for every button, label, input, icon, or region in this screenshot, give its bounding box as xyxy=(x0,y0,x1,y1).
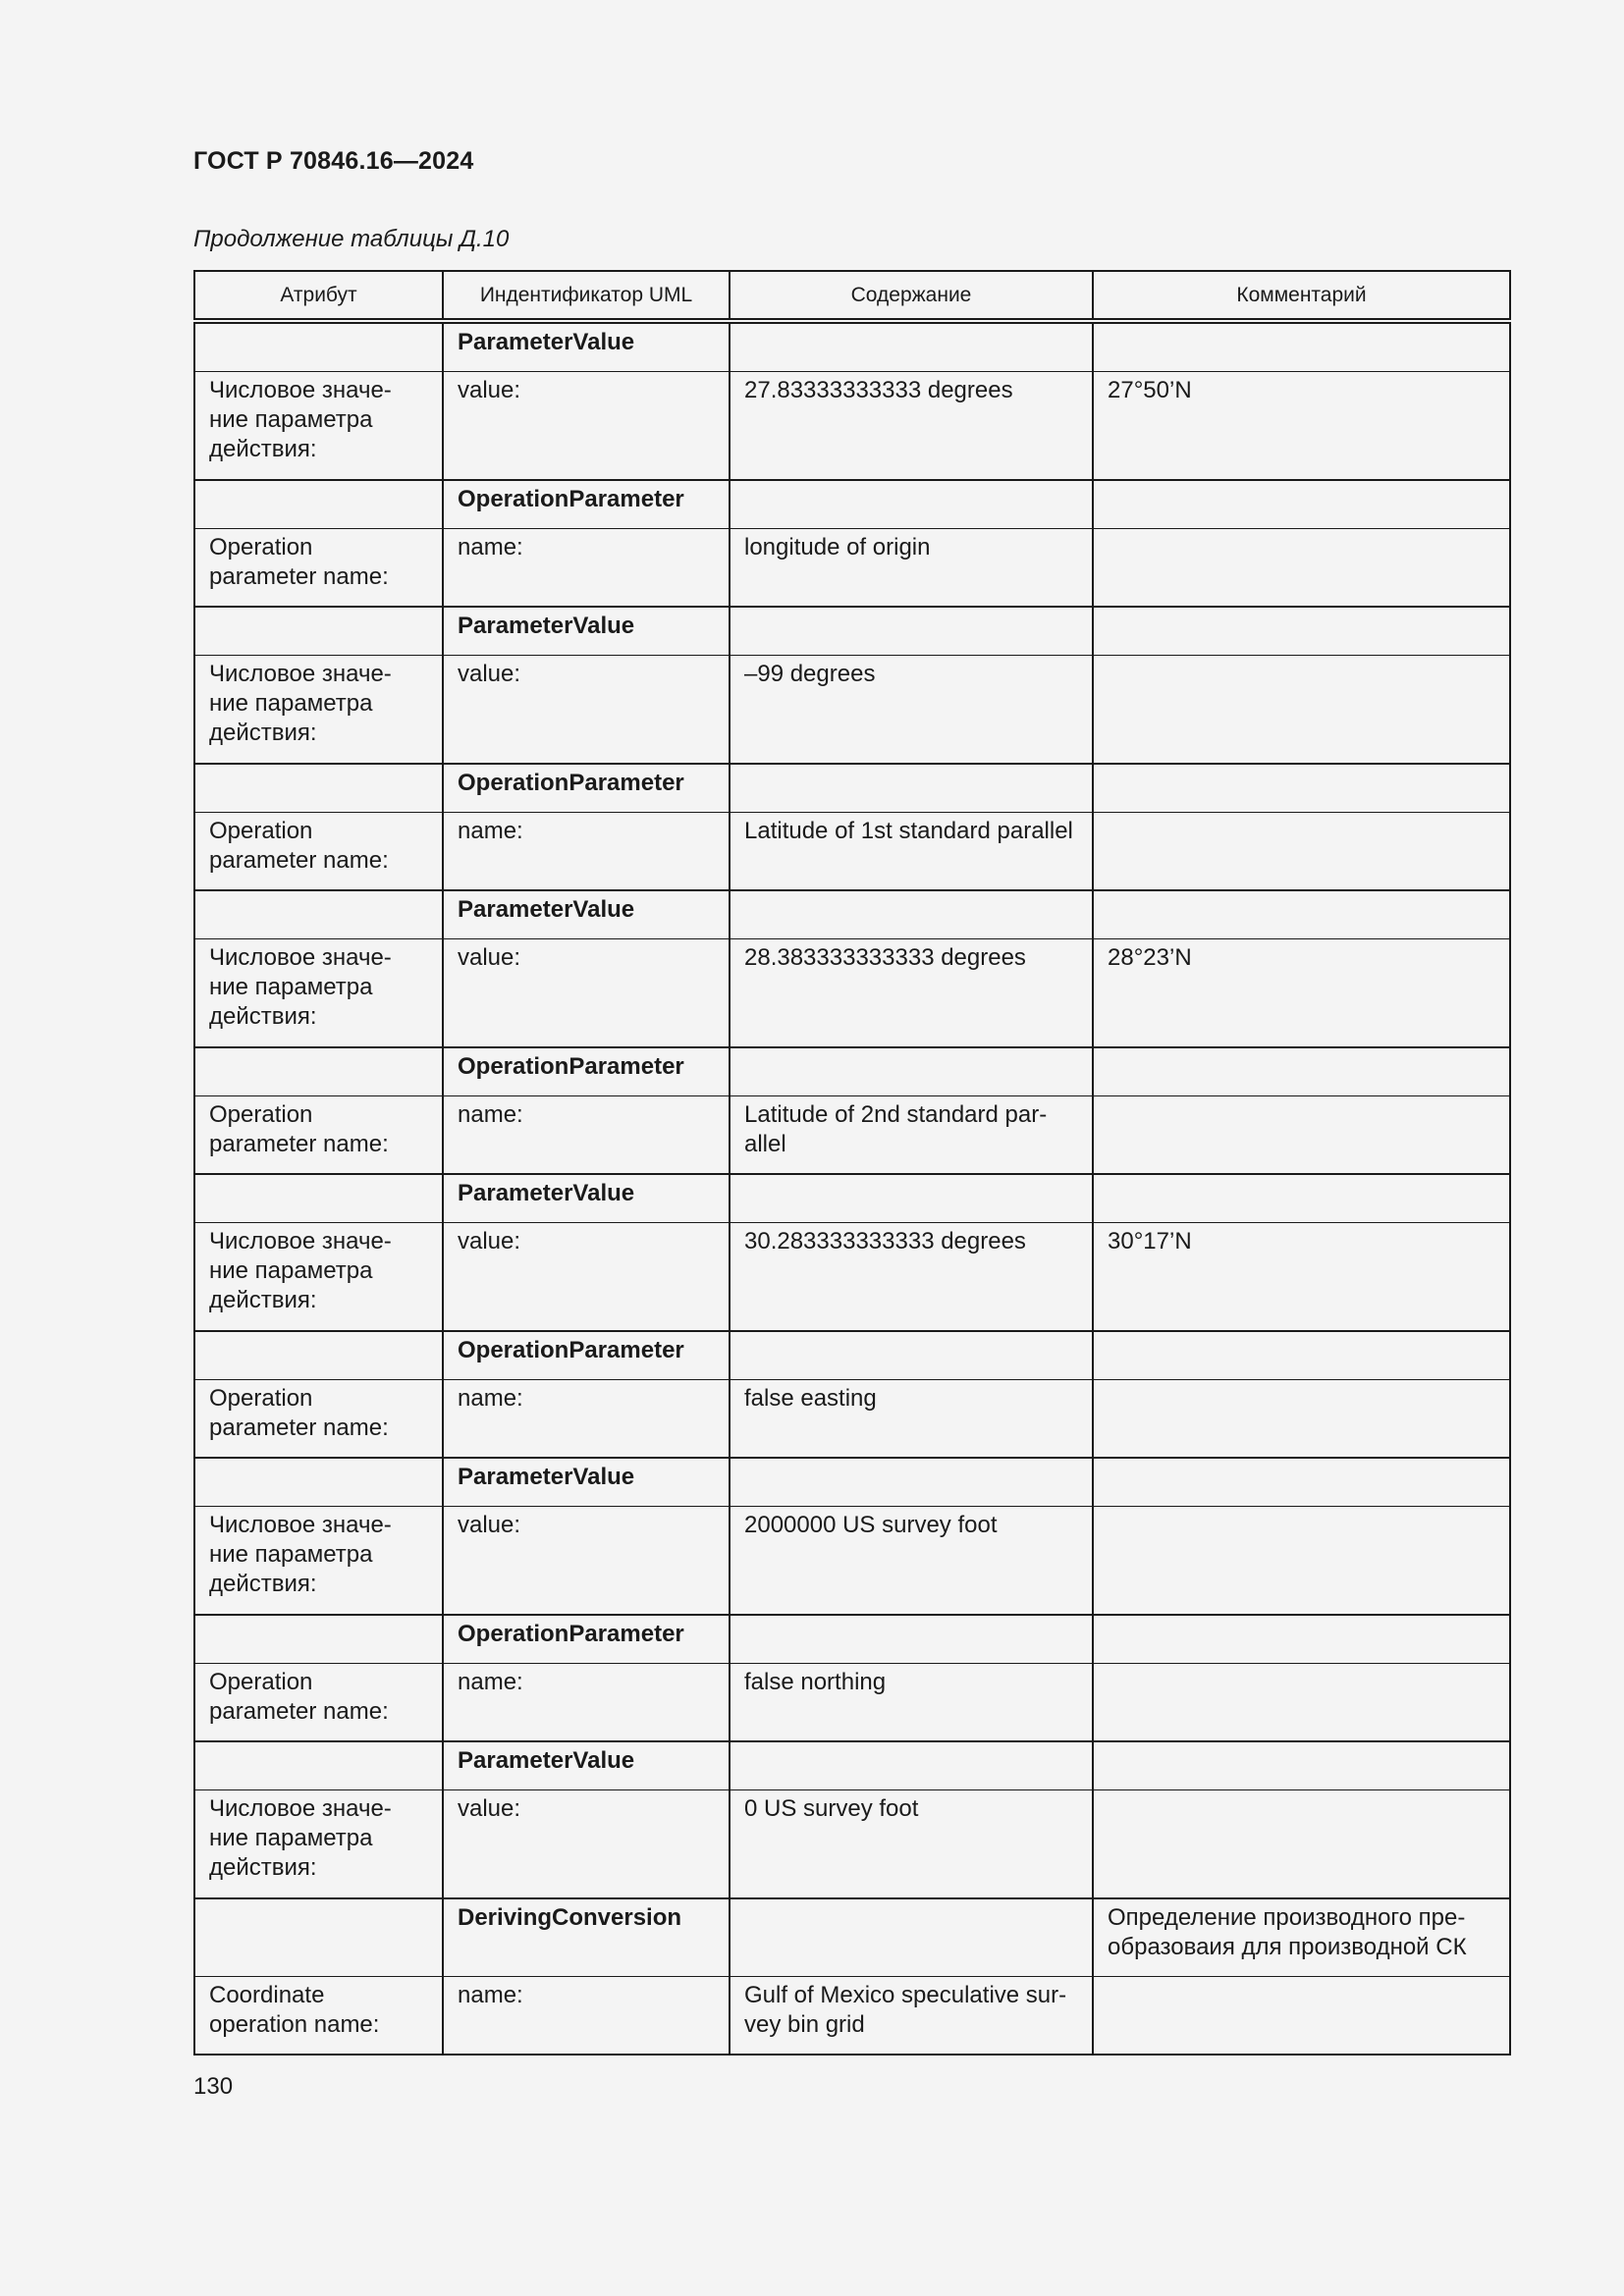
table-row xyxy=(194,1458,1510,1507)
comment-cell xyxy=(1093,607,1510,656)
content-cell xyxy=(730,372,1093,481)
uml-identifier-text: ParameterValue xyxy=(458,613,635,639)
attribute-cell xyxy=(194,813,443,891)
uml-identifier-cell xyxy=(443,656,730,765)
attribute-cell xyxy=(194,1977,443,2056)
comment-cell xyxy=(1093,480,1510,529)
attribute-text: Числовое значе- ние параметра действия: xyxy=(209,1512,392,1597)
attribute-cell xyxy=(194,1331,443,1380)
content-cell xyxy=(730,1507,1093,1616)
uml-identifier-cell xyxy=(443,939,730,1048)
column-header-uml-identifier: Индентификатор UML xyxy=(443,271,730,321)
uml-identifier-cell xyxy=(443,480,730,529)
uml-identifier-cell xyxy=(443,1790,730,1899)
uml-identifier-text: DerivingConversion xyxy=(458,1904,682,1931)
attribute-cell xyxy=(194,1898,443,1977)
page-number: 130 xyxy=(193,2073,234,2100)
uml-identifier-text: ParameterValue xyxy=(458,1464,635,1490)
table-row xyxy=(194,1664,1510,1742)
table-row xyxy=(194,813,1510,891)
uml-identifier-text: name: xyxy=(458,1385,523,1412)
uml-identifier-cell xyxy=(443,764,730,813)
content-cell xyxy=(730,1380,1093,1459)
uml-identifier-cell xyxy=(443,529,730,608)
uml-identifier-cell xyxy=(443,813,730,891)
uml-identifier-text: name: xyxy=(458,1982,523,2008)
attribute-cell xyxy=(194,1458,443,1507)
content-cell xyxy=(730,1664,1093,1742)
attribute-cell xyxy=(194,1096,443,1175)
comment-cell xyxy=(1093,1458,1510,1507)
uml-identifier-text: ParameterValue xyxy=(458,1180,635,1206)
table-row xyxy=(194,1223,1510,1332)
table-row xyxy=(194,939,1510,1048)
attribute-cell xyxy=(194,1047,443,1096)
table-header-row xyxy=(194,271,1510,321)
content-text: 2000000 US survey foot xyxy=(744,1512,998,1538)
uml-identifier-cell xyxy=(443,1977,730,2056)
content-cell xyxy=(730,321,1093,372)
uml-identifier-text: name: xyxy=(458,818,523,844)
attribute-cell xyxy=(194,480,443,529)
comment-cell xyxy=(1093,1741,1510,1790)
table-row xyxy=(194,1615,1510,1664)
content-cell xyxy=(730,480,1093,529)
uml-identifier-text: ParameterValue xyxy=(458,896,635,923)
comment-cell xyxy=(1093,1047,1510,1096)
uml-identifier-text: name: xyxy=(458,534,523,561)
content-text: 28.383333333333 degrees xyxy=(744,944,1026,971)
attribute-cell xyxy=(194,1174,443,1223)
content-text: Latitude of 2nd standard par-allel xyxy=(744,1101,1048,1157)
attribute-cell xyxy=(194,890,443,939)
content-text: Latitude of 1st standard parallel xyxy=(744,818,1073,844)
attribute-text: Operation parameter name: xyxy=(209,534,389,590)
content-cell xyxy=(730,1096,1093,1175)
attribute-cell xyxy=(194,321,443,372)
content-cell xyxy=(730,1174,1093,1223)
comment-cell xyxy=(1093,813,1510,891)
uml-identifier-text: ParameterValue xyxy=(458,1747,635,1774)
attribute-text: Operation parameter name: xyxy=(209,1385,389,1441)
table-row xyxy=(194,372,1510,481)
attribute-cell xyxy=(194,1790,443,1899)
uml-identifier-text: OperationParameter xyxy=(458,770,684,796)
uml-identifier-cell xyxy=(443,1741,730,1790)
comment-text: Определение производного пре-образоваия для производной СК xyxy=(1108,1904,1467,1960)
uml-identifier-cell xyxy=(443,1615,730,1664)
comment-cell xyxy=(1093,1507,1510,1616)
comment-cell xyxy=(1093,1898,1510,1977)
comment-cell xyxy=(1093,1977,1510,2056)
attribute-cell xyxy=(194,656,443,765)
uml-identifier-cell xyxy=(443,1507,730,1616)
table-row xyxy=(194,321,1510,372)
comment-cell xyxy=(1093,372,1510,481)
attribute-text: Числовое значе- ние параметра действия: xyxy=(209,1795,392,1881)
column-header-comment: Комментарий xyxy=(1093,271,1510,321)
content-text: 0 US survey foot xyxy=(744,1795,919,1822)
content-cell xyxy=(730,1458,1093,1507)
content-text: 27.83333333333 degrees xyxy=(744,377,1013,403)
attribute-text: Operation parameter name: xyxy=(209,1101,389,1157)
content-cell xyxy=(730,1977,1093,2056)
uml-identifier-cell xyxy=(443,890,730,939)
uml-identifier-text: OperationParameter xyxy=(458,1621,684,1647)
comment-cell xyxy=(1093,1664,1510,1742)
attribute-cell xyxy=(194,764,443,813)
comment-cell xyxy=(1093,321,1510,372)
uml-identifier-cell xyxy=(443,607,730,656)
attribute-cell xyxy=(194,1615,443,1664)
uml-identifier-cell xyxy=(443,372,730,481)
comment-cell xyxy=(1093,764,1510,813)
document-id: ГОСТ Р 70846.16—2024 xyxy=(193,147,474,175)
uml-identifier-cell xyxy=(443,1174,730,1223)
table-row xyxy=(194,1790,1510,1899)
table-row xyxy=(194,1977,1510,2056)
comment-cell xyxy=(1093,890,1510,939)
content-cell xyxy=(730,607,1093,656)
uml-identifier-cell xyxy=(443,1047,730,1096)
uml-identifier-text: ParameterValue xyxy=(458,329,635,355)
content-cell xyxy=(730,1223,1093,1332)
content-text: 30.283333333333 degrees xyxy=(744,1228,1026,1255)
content-cell xyxy=(730,1790,1093,1899)
comment-cell xyxy=(1093,1615,1510,1664)
attribute-text: Operation parameter name: xyxy=(209,818,389,874)
uml-identifier-text: OperationParameter xyxy=(458,486,684,512)
content-text: Gulf of Mexico speculative sur-vey bin grid xyxy=(744,1982,1067,2038)
attribute-cell xyxy=(194,529,443,608)
table-row xyxy=(194,480,1510,529)
content-cell xyxy=(730,1615,1093,1664)
content-text: longitude of origin xyxy=(744,534,931,561)
uml-identifier-text: OperationParameter xyxy=(458,1337,684,1363)
content-cell xyxy=(730,890,1093,939)
attribute-cell xyxy=(194,372,443,481)
table-row xyxy=(194,1331,1510,1380)
attribute-cell xyxy=(194,939,443,1048)
comment-cell xyxy=(1093,1331,1510,1380)
comment-text: 28°23’N xyxy=(1108,944,1192,971)
table-body xyxy=(194,321,1510,2055)
table-row xyxy=(194,1096,1510,1175)
comment-cell xyxy=(1093,1380,1510,1459)
comment-cell xyxy=(1093,1174,1510,1223)
content-cell xyxy=(730,1741,1093,1790)
comment-cell xyxy=(1093,1223,1510,1332)
table-row xyxy=(194,1174,1510,1223)
comment-cell xyxy=(1093,656,1510,765)
table-caption: Продолжение таблицы Д.10 xyxy=(193,226,510,252)
attribute-text: Operation parameter name: xyxy=(209,1669,389,1725)
uml-identifier-text: OperationParameter xyxy=(458,1053,684,1080)
uml-identifier-text: value: xyxy=(458,1228,521,1255)
content-cell xyxy=(730,529,1093,608)
table-row xyxy=(194,1047,1510,1096)
attribute-text: Числовое значе- ние параметра действия: xyxy=(209,944,392,1030)
comment-cell xyxy=(1093,1096,1510,1175)
attribute-text: Coordinate operation name: xyxy=(209,1982,380,2038)
uml-identifier-text: name: xyxy=(458,1101,523,1128)
uml-identifier-text: value: xyxy=(458,1795,521,1822)
content-cell xyxy=(730,939,1093,1048)
attributes-table xyxy=(193,270,1511,2056)
uml-identifier-text: value: xyxy=(458,661,521,687)
table-row xyxy=(194,1898,1510,1977)
uml-identifier-text: value: xyxy=(458,944,521,971)
attribute-cell xyxy=(194,1223,443,1332)
content-cell xyxy=(730,1898,1093,1977)
table-row xyxy=(194,1380,1510,1459)
uml-identifier-cell xyxy=(443,321,730,372)
attribute-text: Числовое значе- ние параметра действия: xyxy=(209,661,392,746)
uml-identifier-cell xyxy=(443,1898,730,1977)
content-cell xyxy=(730,813,1093,891)
content-cell xyxy=(730,1331,1093,1380)
table-row xyxy=(194,764,1510,813)
content-text: false northing xyxy=(744,1669,887,1695)
table-row xyxy=(194,1507,1510,1616)
column-header-attribute: Атрибут xyxy=(194,271,443,321)
uml-identifier-cell xyxy=(443,1664,730,1742)
content-cell xyxy=(730,764,1093,813)
comment-text: 30°17’N xyxy=(1108,1228,1192,1255)
table-row xyxy=(194,890,1510,939)
table-row xyxy=(194,529,1510,608)
content-cell xyxy=(730,656,1093,765)
content-cell xyxy=(730,1047,1093,1096)
column-header-content: Содержание xyxy=(730,271,1093,321)
attribute-cell xyxy=(194,1741,443,1790)
content-text: –99 degrees xyxy=(744,661,876,687)
attribute-cell xyxy=(194,1380,443,1459)
table-row xyxy=(194,656,1510,765)
comment-cell xyxy=(1093,939,1510,1048)
uml-identifier-cell xyxy=(443,1458,730,1507)
table-row xyxy=(194,1741,1510,1790)
comment-cell xyxy=(1093,529,1510,608)
comment-text: 27°50’N xyxy=(1108,377,1192,403)
content-text: false easting xyxy=(744,1385,877,1412)
attribute-text: Числовое значе- ние параметра действия: xyxy=(209,377,392,462)
uml-identifier-cell xyxy=(443,1223,730,1332)
attribute-cell xyxy=(194,1507,443,1616)
attribute-text: Числовое значе- ние параметра действия: xyxy=(209,1228,392,1313)
uml-identifier-cell xyxy=(443,1331,730,1380)
attribute-cell xyxy=(194,1664,443,1742)
comment-cell xyxy=(1093,1790,1510,1899)
uml-identifier-text: value: xyxy=(458,377,521,403)
attribute-cell xyxy=(194,607,443,656)
table-row xyxy=(194,607,1510,656)
uml-identifier-cell xyxy=(443,1380,730,1459)
uml-identifier-text: value: xyxy=(458,1512,521,1538)
uml-identifier-text: name: xyxy=(458,1669,523,1695)
uml-identifier-cell xyxy=(443,1096,730,1175)
